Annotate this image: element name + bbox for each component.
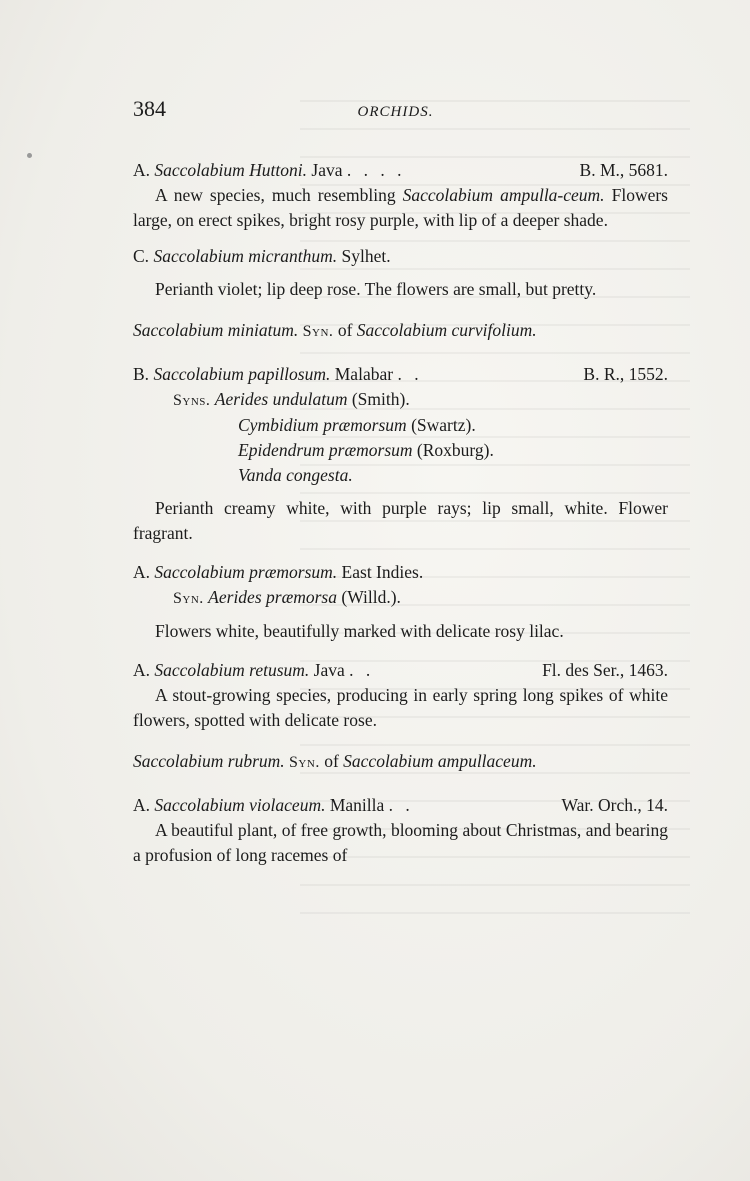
synonym-label: Syn. — [289, 754, 320, 771]
entry-saccolabium-papillosum — [133, 362, 668, 546]
description: Perianth violet; lip deep rose. The flowers are small, but pretty. — [155, 279, 597, 299]
ink-speck — [27, 153, 32, 158]
synonym-line — [133, 749, 668, 775]
species-name: Saccolabium papillosum. — [153, 364, 331, 384]
synonyms-label: Syns. — [173, 392, 211, 409]
species-name: Saccolabium violaceum. — [154, 795, 326, 815]
entry-heading — [133, 362, 668, 387]
synonym-authority: (Willd.). — [341, 587, 401, 607]
locality: Java — [313, 660, 345, 680]
synonym-label: Syn. — [302, 323, 334, 340]
grade: C. — [133, 246, 150, 266]
entry-saccolabium-huttoni — [133, 158, 668, 233]
grade: A. — [133, 160, 151, 180]
species-name: Saccolabium micranthum. — [153, 246, 338, 266]
synonym-line — [133, 463, 668, 488]
species-name: Saccolabium præmorsum. — [154, 562, 338, 582]
entry-saccolabium-retusum — [133, 658, 668, 733]
entry-heading — [133, 793, 668, 818]
reference: B. R., 1552. — [583, 364, 668, 384]
entry-heading — [133, 658, 668, 683]
leader-dots: . . . . — [346, 160, 406, 180]
page-header — [133, 96, 668, 126]
synonym-name: Aerides undulatum — [214, 389, 348, 409]
leader-dots: . . — [349, 660, 375, 680]
species-name: Saccolabium Huttoni. — [154, 160, 308, 180]
reference: War. Orch., 14. — [561, 795, 668, 815]
entry-saccolabium-miniatum — [133, 318, 668, 344]
synonym-line — [133, 413, 668, 438]
synonym-line — [133, 318, 668, 344]
locality: East Indies. — [341, 562, 424, 582]
entry-saccolabium-micranthum — [133, 244, 668, 302]
synonym-of: of — [324, 751, 339, 771]
synonym-authority: (Roxburg). — [416, 440, 494, 460]
description: Flowers white, beautifully marked with delicate rosy lilac. — [155, 621, 564, 641]
synonym-name: Aerides præmorsa — [208, 587, 337, 607]
locality: Java — [311, 160, 343, 180]
entry-saccolabium-violaceum — [133, 793, 668, 868]
synonym-target: Saccolabium ampullaceum. — [343, 751, 537, 771]
entry-saccolabium-rubrum — [133, 749, 668, 775]
synonym-name: Cymbidium præmorsum — [238, 415, 407, 435]
entry-saccolabium-praemorsum — [133, 560, 668, 644]
locality: Sylhet. — [341, 246, 391, 266]
species-name: Saccolabium rubrum. — [133, 751, 285, 771]
grade: A. — [133, 795, 151, 815]
leader-dots: . . — [397, 364, 423, 384]
species-name: Saccolabium retusum. — [154, 660, 310, 680]
entry-heading — [133, 158, 668, 183]
entry-heading — [133, 560, 668, 585]
description: A new species, much resembling Saccolabium ampulla-ceum. Flowers large, on erect spikes, bright rosy purple, with lip of a deeper shade. — [133, 185, 668, 230]
synonym-authority: (Swartz). — [411, 415, 476, 435]
description: A beautiful plant, of free growth, blooming about Christmas, and bearing a profusion of long racemes of — [133, 820, 668, 865]
page-number: 384 — [133, 96, 166, 121]
synonym-label: Syn. — [173, 590, 204, 607]
reference: Fl. des Ser., 1463. — [542, 660, 668, 680]
synonym-line — [133, 387, 668, 413]
synonym-line — [133, 438, 668, 463]
description: Perianth creamy white, with purple rays; lip small, white. Flower fragrant. — [133, 498, 668, 543]
synonym-of: of — [337, 320, 353, 340]
leader-dots: . . — [388, 795, 414, 815]
locality: Manilla — [329, 795, 385, 815]
grade: B. — [133, 364, 150, 384]
page-body — [133, 158, 668, 879]
synonym-name: Epidendrum præmorsum — [238, 440, 413, 460]
reference: B. M., 5681. — [579, 160, 668, 180]
entry-heading — [133, 244, 668, 269]
synonym-target: Saccolabium curvifolium. — [356, 320, 537, 340]
running-head: ORCHIDS. — [357, 104, 434, 120]
grade: A. — [133, 562, 151, 582]
synonym-line — [133, 585, 668, 611]
species-name: Saccolabium miniatum. — [133, 320, 299, 340]
synonym-name: Vanda congesta. — [238, 465, 353, 485]
description: A stout-growing species, producing in early spring long spikes of white flowers, spotted with delicate rose. — [133, 685, 668, 730]
grade: A. — [133, 660, 151, 680]
synonym-authority: (Smith). — [351, 389, 410, 409]
locality: Malabar — [334, 364, 394, 384]
